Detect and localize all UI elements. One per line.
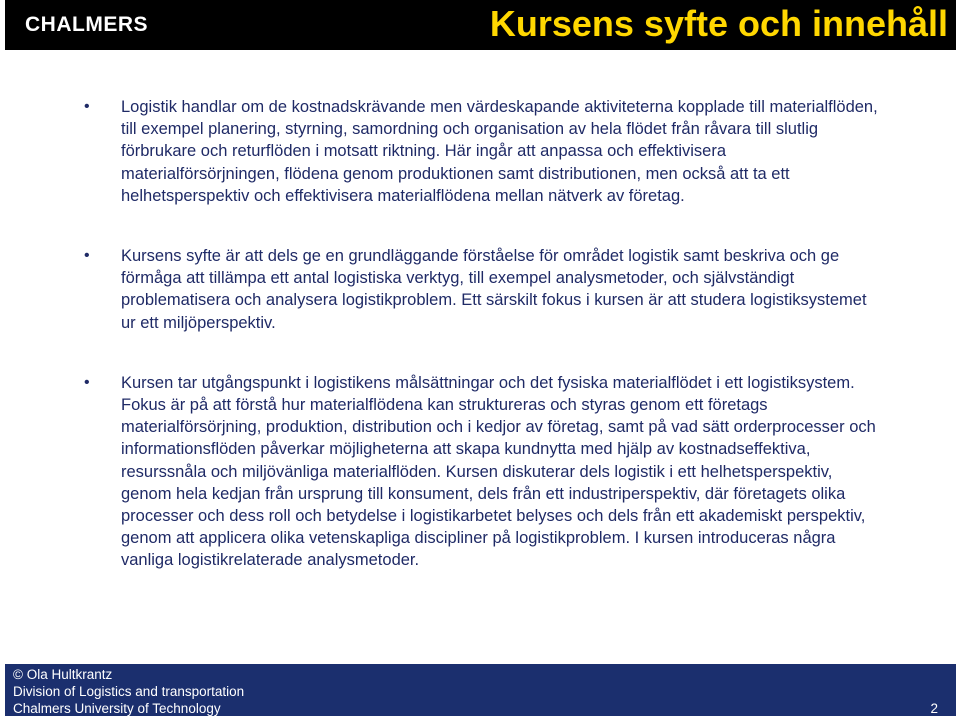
page-number: 2	[930, 701, 938, 716]
chalmers-logo: CHALMERS	[25, 13, 148, 36]
header-bar	[5, 0, 956, 50]
bullet-icon: •	[84, 98, 90, 115]
bullet-text: Kursen tar utgångspunkt i logistikens målsättningar och det fysiska materialflödet i ett logistiksystem. Fokus är på att förstå hur materialflödena kan struktureras och styras genom ett företags materialförsörjning, produktion, distribution och i kedjor av företag, samt på vad sätt orderprocesser och informationsflöden påverkar möjligheterna att skapa kundnytta med hjälp av kostnadseffektiva, resurssnåla och miljövänliga materialflöden. Kursen diskuterar dels logistik i ett helhetsperspektiv, genom hela kedjan från ursprung till konsument, dels från ett industriperspektiv, där företagets olika processer och dess roll och betydelse i logistikarbetet belyses och dels från ett akademiskt perspektiv, genom att applicera olika vetenskapliga discipliner på logistikproblem. I kursen introduceras några vanliga logistikrelaterade analysmetoder.	[121, 373, 876, 570]
footer-credits	[13, 666, 244, 717]
bullet-item	[84, 372, 884, 572]
bullet-item	[84, 96, 884, 207]
slide-title: Kursens syfte och innehåll	[489, 3, 948, 44]
footer-division: Division of Logistics and transportation	[13, 684, 245, 699]
bullet-text: Logistik handlar om de kostnadskrävande men värdeskapande aktiviteterna kopplade till materialflöden, till exempel planering, styrning, samordning och organisation av hela flödet från råvara till slutlig förbrukare och returflöden i motsatt riktning. Här ingår att anpassa och effektivisera materialförsörjningen, flödena genom produktionen samt distributionen, men också att ta ett helhetsperspektiv och effektivisera materialflödena mellan nätverk av företag.	[121, 98, 878, 205]
bullet-item	[84, 245, 884, 334]
footer-bar	[5, 664, 956, 716]
footer-university: Chalmers University of Technology	[13, 701, 221, 716]
bullet-text: Kursens syfte är att dels ge en grundläggande förståelse för området logistik samt beskriva och ge förmåga att tillämpa ett antal logistiska verktyg, till exempel analysmetoder, och självständigt problematisera och analysera logistikproblem. Ett särskilt fokus i kursen är att studera logistiksystemet ur ett miljöperspektiv.	[121, 247, 867, 332]
bullet-icon: •	[84, 373, 90, 391]
footer-author: © Ola Hultkrantz	[13, 667, 113, 682]
bullet-icon: •	[84, 247, 90, 265]
slide-content	[84, 96, 884, 572]
